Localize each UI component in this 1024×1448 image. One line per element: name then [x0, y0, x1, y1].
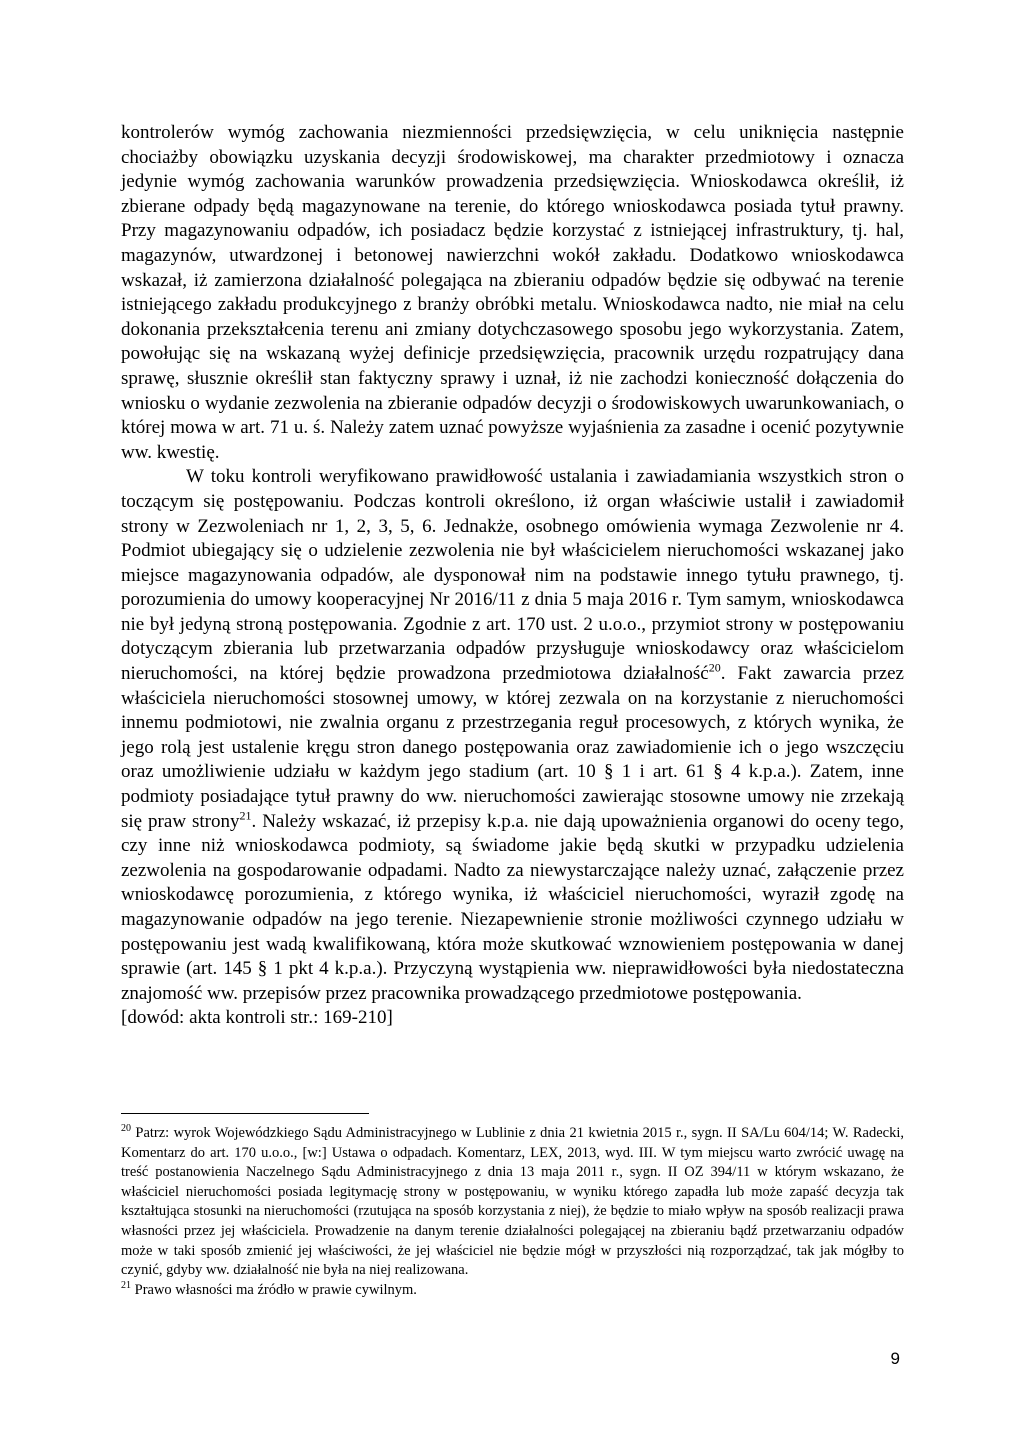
- page-number: 9: [890, 1349, 900, 1368]
- footnote-ref-20[interactable]: 20: [708, 660, 721, 675]
- footnote-text-20: Patrz: wyrok Wojewódzkiego Sądu Administracyjnego w Lublinie z dnia 21 kwietnia 2015 r., sygn. II SA/Lu 604/14; W. Radecki, Komentarz do art. 170 u.o.o., [w:] Ustawa o odpadach. Komentarz, LEX, 2013, wyd. III. W tym miejscu warto zwrócić uwagę na treść postanowienia Naczelnego Sądu Administracyjnego z dnia 13 maja 2011 r., sygn. II OZ 394/11 w którym wskazano, że właściciel nieruchomości posiada legitymację strony w postępowaniu, w wyniku którego zapadła lub może zapaść decyzja tak kształtująca stosunki na nieruchomości (rzutująca na sposób korzystania z niej), że będzie to miało wpływ na sposób realizacji prawa własności przez jej właściciela. Prowadzenie na danym terenie działalności polegającej na zbieraniu bądź przetwarzaniu odpadów może w taki sposób zmienić jej właściwości, że jej właściciel nie będzie mógł w przyszłości nią rozporządzać, tak jak mógłby to czynić, gdyby ww. działalność nie była na niej realizowana.: [121, 1125, 905, 1279]
- body-paragraph-2-part-3: . Należy wskazać, iż przepisy k.p.a. nie dają upoważnienia organowi do oceny tego, czy inne niż wnioskodawca podmioty, są świadome jakie będą skutki w przypadku udzielenia zezwolenia na gospodarowanie odpadami. Nadto za niewystarczające należy uznać, załączenie przez wnioskodawcę porozumienia, z którego wynika, iż właściciel nieruchomości, wyraził zgodę na magazynowanie odpadów na jego terenie. Niezapewnienie stronie możliwości czynnego udziału w postępowaniu jest wadą kwalifikowaną, która może skutkować wznowieniem postępowania w danej sprawie (art. 145 § 1 pkt 4 k.p.a.). Przyczyną wystąpienia ww. nieprawidłowości była niedostateczna znajomość ww. przepisów przez pracownika prowadzącego przedmiotowe postępowania.: [121, 810, 904, 1004]
- evidence-reference: [dowód: akta kontroli str.: 169-210]: [121, 1007, 393, 1029]
- body-paragraph-2-part-1: W toku kontroli weryfikowano prawidłowość ustalania i zawiadamiania wszystkich stron o toczącym się postępowaniu. Podczas kontroli określono, iż organ właściwie ustalił i zawiadomił strony w Zezwoleniach nr 1, 2, 3, 5, 6. Jednakże, osobnego omówienia wymaga Zezwolenie nr 4. Podmiot ubiegający się o udzielenie zezwolenia nie był właścicielem nieruchomości wskazanej jako miejsce magazynowania odpadów, ale dysponował nim na podstawie innego tytułu prawnego, tj. porozumienia do umowy kooperacyjnej Nr 2016/11 z dnia 5 maja 2016 r. Tym samym, wnioskodawca nie był jedyną stroną postępowania. Zgodnie z art. 170 ust. 2 u.o.o., przymiot strony w postępowaniu dotyczącym zbierania lub przetwarzania odpadów przysługuje wnioskodawcy oraz właścicielom nieruchomości, na której będzie prowadzona przedmiotowa działalność: [121, 466, 904, 685]
- body-paragraph-2: [121, 465, 904, 1006]
- footnote-ref-21[interactable]: 21: [239, 808, 252, 823]
- footnote-text-21: Prawo własności ma źródło w prawie cywilnym.: [134, 1281, 417, 1298]
- footnote-number-20: 20: [121, 1123, 131, 1135]
- body-paragraph-1: kontrolerów wymóg zachowania niezmienności przedsięwzięcia, w celu uniknięcia następnie chociażby obowiązku uzyskania decyzji środowiskowej, ma charakter przedmiotowy i oznacza jedynie wymóg zachowania warunków prowadzenia przedsięwzięcia. Wnioskodawca określił, iż zbierane odpady będą magazynowane na terenie, do którego wnioskodawca posiada tytuł prawny. Przy magazynowaniu odpadów, ich posiadacz będzie korzystać z istniejącej infrastruktury, tj. hal, magazynów, utwardzonej i betonowej nawierzchni wokół zakładu. Dodatkowo wnioskodawca wskazał, iż zamierzona działalność polegająca na zbieraniu odpadów będzie się odbywać na terenie istniejącego zakładu produkcyjnego z branży obróbki metalu. Wnioskodawca nadto, nie miał na celu dokonania przekształcenia terenu ani zmiany dotychczasowego sposobu jego wykorzystania. Zatem, powołując się na wskazaną wyżej definicje przedsięwzięcia, pracownik urzędu rozpatrujący dana sprawę, słusznie określił stan faktyczny sprawy i uznał, iż nie zachodzi konieczność dołączenia do wniosku o wydanie zezwolenia na zbieranie odpadów decyzji o środowiskowych uwarunkowaniach, o której mowa w art. 71 u. ś. Należy zatem uznać powyższe wyjaśnienia za zasadne i ocenić pozytywnie ww. kwestię.: [121, 122, 904, 463]
- footnote-21: [121, 1281, 904, 1301]
- footnotes: [121, 1124, 904, 1300]
- body-paragraph-2-part-2: . Fakt zawarcia przez właściciela nieruchomości stosownej umowy, w której zezwala on na korzystanie z nieruchomości innemu podmiotowi, nie zwalnia organu z przestrzegania reguł procesowych, z których wynika, że jego rolą jest ustalenie kręgu stron danego postępowania oraz zawiadomienie ich o jego wszczęciu oraz umożliwienie udziału w każdym jego stadium (art. 10 § 1 i art. 61 § 4 k.p.a.). Zatem, inne podmioty posiadające tytuł prawny do ww. nieruchomości zawierając stosowne umowy nie zrzekają się praw strony: [121, 663, 904, 832]
- footnote-number-21: 21: [121, 1279, 131, 1291]
- footnote-separator: [121, 1113, 369, 1114]
- footnote-20: [121, 1124, 904, 1281]
- main-text: [121, 121, 904, 1031]
